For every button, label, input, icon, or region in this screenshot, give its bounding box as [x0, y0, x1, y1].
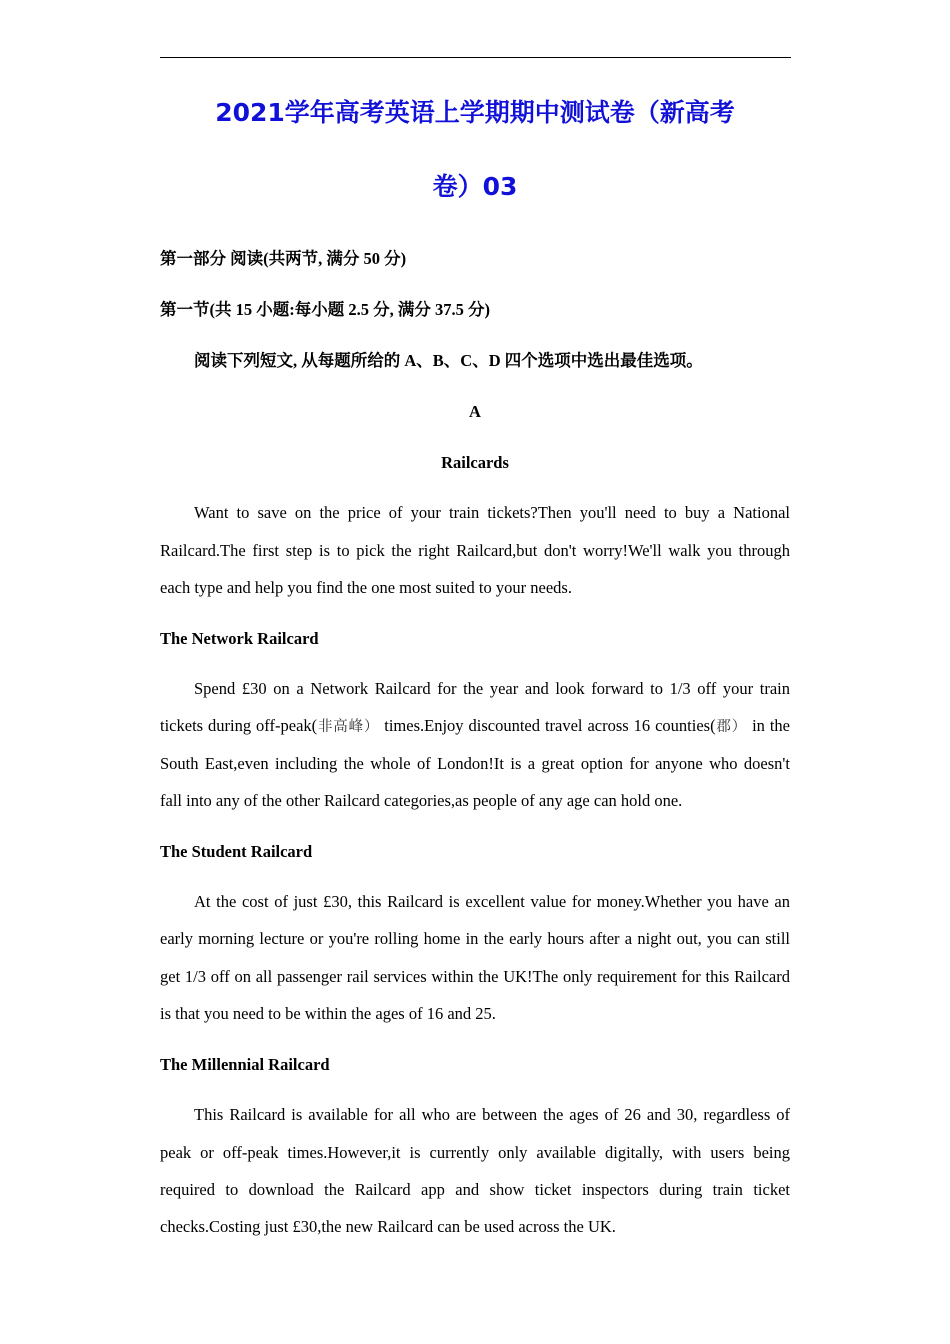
network-line-1: Spend £30 on a Network Railcard for the year and look forward to 1/3 off your train [194, 679, 790, 698]
network-line-2-part-b: times.Enjoy discounted travel across 16 counties( [384, 716, 716, 735]
intro-line-1: Want to save on the price of your train tickets?Then you'll need to buy a National [194, 503, 790, 522]
passage-title: Railcards [441, 453, 509, 472]
student-heading: The Student Railcard [160, 842, 313, 861]
student-line-1: At the cost of just £30, this Railcard is excellent value for money.Whether you have an [194, 892, 790, 911]
passage-letter: A [469, 402, 481, 421]
instruction-text: 阅读下列短文, 从每题所给的 A、B、C、D 四个选项中选出最佳选项。 [194, 351, 703, 370]
student-line-3: get 1/3 off on all passenger rail services within the UK!The only requirement for this Railcard [160, 967, 790, 986]
intro-line-3: each type and help you find the one most suited to your needs. [160, 578, 572, 597]
network-heading: The Network Railcard [160, 629, 319, 648]
document-title-line-1: 2021学年高考英语上学期期中测试卷（新高考 [215, 98, 735, 127]
header-rule [160, 57, 791, 58]
document-title-line-2: 卷）03 [432, 172, 518, 201]
network-line-2-part-c: in the [752, 716, 791, 735]
network-line-2-part-a: tickets during off-peak( [160, 716, 318, 735]
millennial-line-4: checks.Costing just £30,the new Railcard can be used across the UK. [160, 1217, 616, 1236]
part-heading: 第一部分 阅读(共两节, 满分 50 分) [160, 249, 407, 268]
millennial-line-1: This Railcard is available for all who are between the ages of 26 and 30, regardless of [194, 1105, 790, 1124]
section-heading: 第一节(共 15 小题:每小题 2.5 分, 满分 37.5 分) [160, 300, 490, 319]
network-line-4: fall into any of the other Railcard categories,as people of any age can hold one. [160, 791, 683, 810]
student-line-4: is that you need to be within the ages of 16 and 25. [160, 1004, 496, 1023]
student-line-2: early morning lecture or you're rolling home in the early hours after a night out, you can still [160, 929, 790, 948]
network-gloss-off-peak: 非高峰） [317, 719, 380, 735]
intro-line-2: Railcard.The first step is to pick the right Railcard,but don't worry!We'll walk you through [160, 541, 790, 560]
millennial-heading: The Millennial Railcard [160, 1055, 330, 1074]
millennial-line-3: required to download the Railcard app and show ticket inspectors during train ticket [160, 1180, 790, 1199]
network-line-2 [160, 716, 790, 737]
network-gloss-counties: 郡） [715, 719, 748, 735]
network-line-3: South East,even including the whole of London!It is a great option for anyone who doesn't [160, 754, 790, 773]
millennial-line-2: peak or off-peak times.However,it is currently only available digitally, with users being [160, 1143, 790, 1162]
